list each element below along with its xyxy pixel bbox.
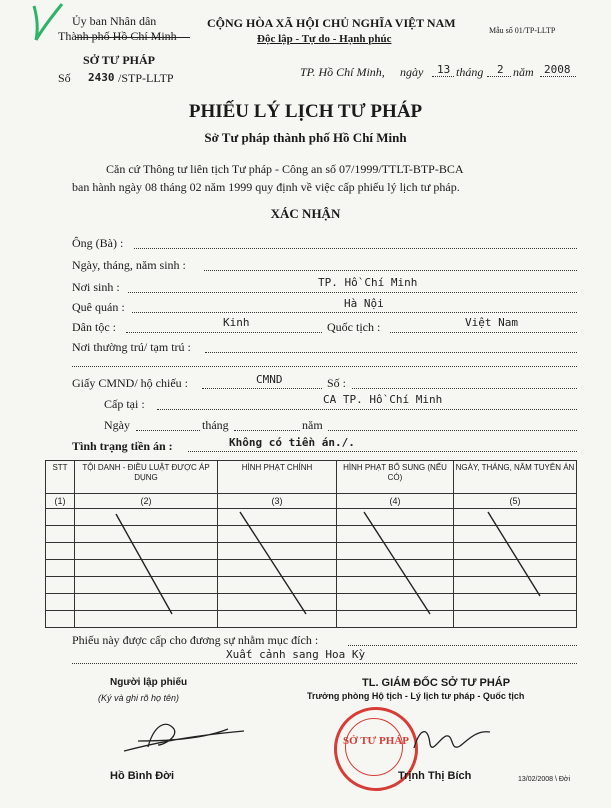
residence-line2 (72, 366, 577, 367)
date-year-label: năm (513, 65, 534, 79)
hometown-value: Hà Nội (344, 297, 384, 310)
dob-line (204, 270, 577, 271)
table-header-row (46, 461, 577, 494)
header-left-rule (76, 37, 190, 38)
birthplace-value: TP. Hồ Chí Minh (318, 276, 418, 289)
dob-label: Ngày, tháng, năm sinh : (72, 258, 186, 272)
birthplace-label: Nơi sinh : (72, 280, 120, 294)
residence-label: Nơi thường trú/ tạm trú : (72, 340, 191, 354)
col-header-sentence-date: NGÀY, THÁNG, NĂM TUYÊN ÁN (454, 461, 577, 494)
intro-line1: Căn cứ Thông tư liên tịch Tư pháp - Công an số 07/1999/TTLT-BTP-BCA (106, 162, 464, 176)
signer-title: TL. GIÁM ĐỐC SỞ TƯ PHÁP (362, 677, 511, 689)
purpose-value: Xuất cảnh sang Hoa Kỳ (226, 648, 366, 661)
criminal-record-table (45, 460, 577, 628)
col-number: (1) (46, 494, 75, 509)
col-header-extra-penalty: HÌNH PHẠT BỔ SUNG (NẾU CÓ) (337, 461, 454, 494)
signer-position: Trưởng phòng Hộ tịch - Lý lịch tư pháp - Quốc tịch (307, 691, 525, 701)
table-row (46, 594, 577, 611)
record-label: Tình trạng tiền án : (72, 439, 173, 453)
doc-number-label: Số (58, 71, 71, 85)
col-number: (3) (218, 494, 337, 509)
issue-day-label: Ngày (104, 418, 130, 432)
col-number: (2) (75, 494, 218, 509)
ethnicity-label: Dân tộc : (72, 320, 116, 334)
signer-signature (410, 718, 500, 768)
intro-line2: ban hành ngày 08 tháng 02 năm 1999 quy định về việc cấp phiếu lý lịch tư pháp. (72, 180, 460, 194)
date-month-label: tháng (456, 65, 484, 79)
table-row (46, 560, 577, 577)
table-row (46, 543, 577, 560)
id-number-label: Số : (327, 376, 347, 390)
hometown-label: Quê quán : (72, 300, 125, 314)
col-header-offense: TỘI DANH - ĐIỀU LUẬT ĐƯỢC ÁP DỤNG (75, 461, 218, 494)
ethnicity-value: Kinh (223, 316, 250, 329)
header-dept: SỞ TƯ PHÁP (83, 53, 156, 67)
date-month: 2 (497, 63, 504, 76)
table-row (46, 526, 577, 543)
col-number: (4) (337, 494, 454, 509)
col-header-main-penalty: HÌNH PHẠT CHÍNH (218, 461, 337, 494)
preparer-signature (118, 715, 248, 760)
date-place: TP. Hồ Chí Minh, (300, 65, 385, 79)
table-row (46, 611, 577, 628)
table-column-numbers (46, 494, 577, 509)
name-label: Ông (Bà) : (72, 236, 124, 250)
id-value: CMND (256, 373, 283, 386)
page-subtitle: Sở Tư pháp thành phố Hồ Chí Minh (204, 130, 407, 145)
nation-name: CỘNG HÒA XÃ HỘI CHỦ NGHĨA VIỆT NAM (207, 16, 456, 30)
signer-name: Trịnh Thị Bích (398, 770, 472, 782)
purpose-label: Phiếu này được cấp cho đương sự nhằm mục đích : (72, 633, 319, 647)
table-row (46, 577, 577, 594)
header-org-line2: Thành phố Hồ Chí Minh (58, 29, 177, 43)
table-row (46, 509, 577, 526)
page-title: PHIẾU LÝ LỊCH TƯ PHÁP (188, 101, 423, 122)
header-org-line1: Ủy ban Nhân dân (72, 14, 157, 28)
seal-text: SỞ TƯ PHÁP (342, 735, 409, 747)
issue-month-label: tháng (202, 418, 229, 432)
issued-at-value: CA TP. Hồ Chí Minh (323, 393, 443, 406)
preparer-title: Người lập phiếu (110, 677, 188, 688)
date-day: 13 (437, 63, 451, 76)
date-day-label: ngày (400, 65, 424, 79)
col-number: (5) (454, 494, 577, 509)
form-code: Mẫu số 01/TP-LLTP (489, 26, 556, 35)
doc-number-suffix: /STP-LLTP (118, 71, 174, 85)
issue-year-label: năm (302, 418, 323, 432)
preparer-note: (Ký và ghi rõ họ tên) (98, 693, 180, 703)
id-label: Giấy CMND/ hộ chiếu : (72, 376, 188, 390)
nation-motto: Độc lập - Tự do - Hạnh phúc (257, 33, 392, 45)
date-year: 2008 (544, 63, 571, 76)
issued-at-label: Cấp tại : (104, 397, 145, 411)
record-value: Không có tiền án./. (229, 436, 355, 449)
doc-number-value: 2430 (88, 71, 115, 84)
nationality-label: Quốc tịch : (327, 320, 381, 334)
name-line (134, 248, 577, 249)
col-header-stt: STT (46, 461, 75, 494)
nationality-value: Việt Nam (465, 316, 518, 329)
confirm-heading: XÁC NHẬN (270, 206, 341, 221)
preparer-name: Hồ Bình Đời (110, 770, 175, 782)
footer-stamp: 13/02/2008 \ Đời (518, 776, 571, 783)
